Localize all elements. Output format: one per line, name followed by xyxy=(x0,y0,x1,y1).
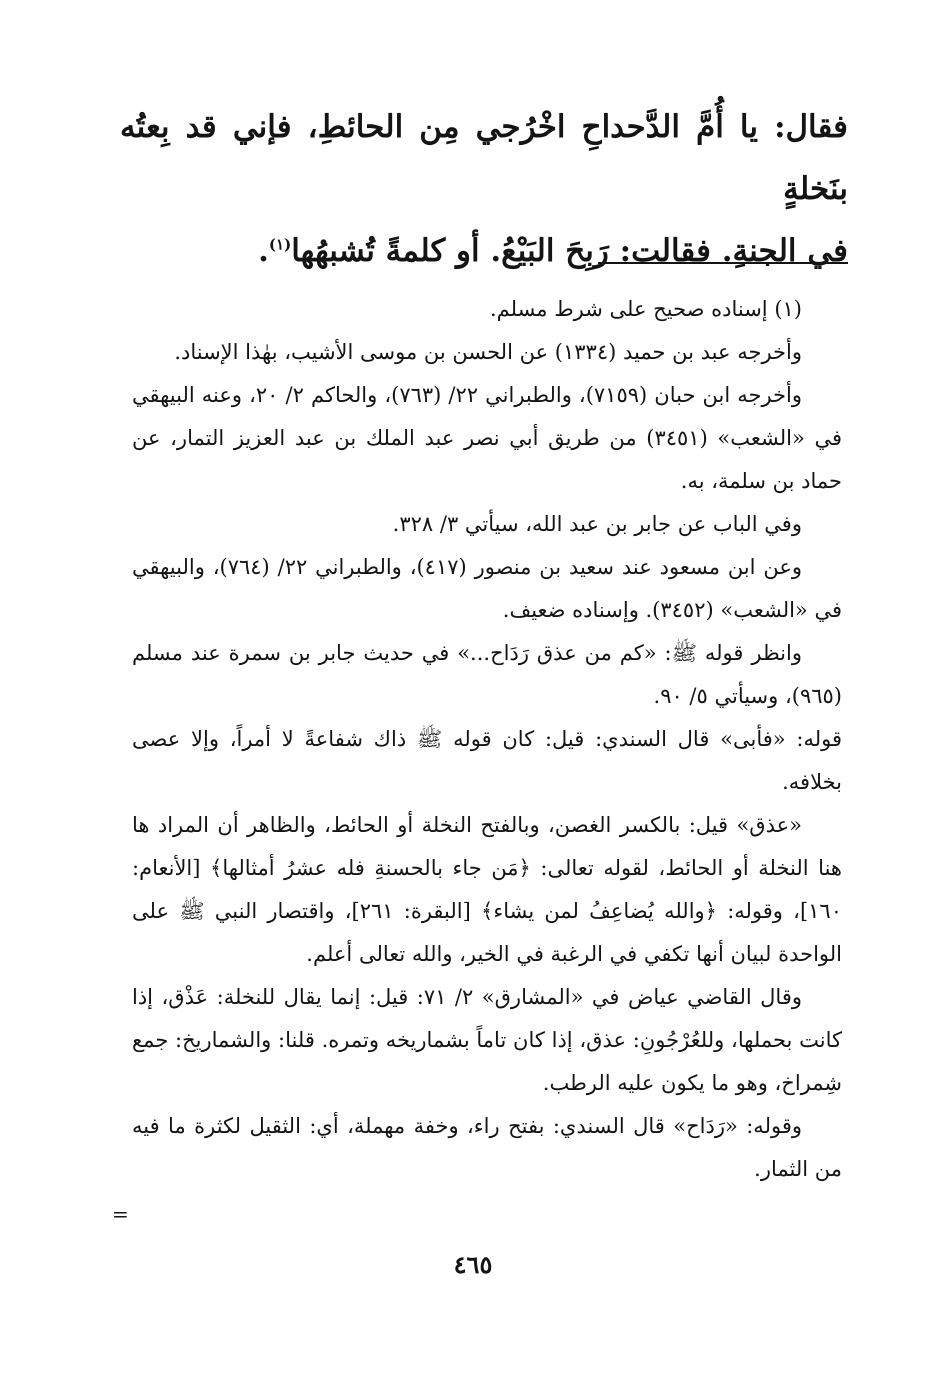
footnote-1: (١) إسناده صحيح على شرط مسلم. xyxy=(489,297,802,321)
footnote-para: وأخرجه ابن حبان (٧١٥٩)، والطبراني ٢٢/ (٧٦٣)، والحاكم ٢/ ٢٠، وعنه البيهقي في «الشعب» (٣٤٥١) من طريق أبي نصر عبد الملك بن عبد العزيز التمار، عن حماد بن سلمة، به. xyxy=(132,383,842,493)
main-line-2 xyxy=(120,220,848,282)
footnote-para: وأخرجه عبد بن حميد (١٣٣٤) عن الحسن بن موسى الأشيب، بهٰذا الإسناد. xyxy=(174,340,802,364)
footnote-para: وانظر قوله ﷺ: «كم من عذق رَدَاح...» في حديث جابر بن سمرة عند مسلم (٩٦٥)، وسيأتي ٥/ ٩٠. xyxy=(132,641,842,708)
footnote-reference: (١) xyxy=(268,235,292,254)
footnote-para: وفي الباب عن جابر بن عبد الله، سيأتي ٣/ ٣٢٨. xyxy=(392,512,802,536)
footnote-para: «عذق» قيل: بالكسر الغصن، وبالفتح النخلة أو الحائط، والظاهر أن المراد ها هنا النخلة أو الحائط، لقوله تعالى: ﴿مَن جاء بالحسنةِ فله عشرُ أمثالها﴾ [الأنعام: ١٦٠]، وقوله: ﴿والله يُضاعِفُ لمن يشاء﴾ [البقرة: ٢٦١]، واقتصار النبي ﷺ على الواحدة لبيان أنها تكفي في الرغبة في الخير، والله تعالى أعلم. xyxy=(132,813,842,966)
footnote-para: قوله: «فأبى» قال السندي: قيل: كان قوله ﷺ ذاك شفاعةً لا أمراً، وإلا عصى بخلافه. xyxy=(132,727,842,794)
footnote-separator xyxy=(598,262,848,264)
main-line-2-end: . xyxy=(258,233,269,269)
main-line-2-text: في الجنةِ. فقالت: رَبِحَ البَيْعُ. أو كلمةً تُشبهُها xyxy=(291,233,848,269)
footnote-para: وقوله: «رَدَاح» قال السندي: بفتح راء، وخفة مهملة، أي: الثقيل لكثرة ما فيه من الثمار. xyxy=(132,1114,842,1181)
footnote-para: وقال القاضي عياض في «المشارق» ٢/ ٧١: قيل: إنما يقال للنخلة: عَذْق، إذا كانت بحملها، وللعُرْجُونِ: عذق، إذا كان تاماً بشماريخه وتمره. قلنا: والشماريخ: جمع شِمراخ، وهو ما يكون عليه الرطب. xyxy=(132,985,842,1095)
continuation-mark: = xyxy=(112,1202,129,1226)
footnote-para: وعن ابن مسعود عند سعيد بن منصور (٤١٧)، والطبراني ٢٢/ (٧٦٤)، والبيهقي في «الشعب» (٣٤٥٢). وإسناده ضعيف. xyxy=(132,555,842,622)
page-number: ٤٦٥ xyxy=(453,1250,493,1279)
footnotes xyxy=(132,288,842,1191)
main-text xyxy=(120,96,848,282)
main-line-1: فقال: يا أُمَّ الدَّحداحِ اخْرُجي مِن الحائطِ، فإني قد بِعتُه بنَخلةٍ xyxy=(120,109,848,207)
